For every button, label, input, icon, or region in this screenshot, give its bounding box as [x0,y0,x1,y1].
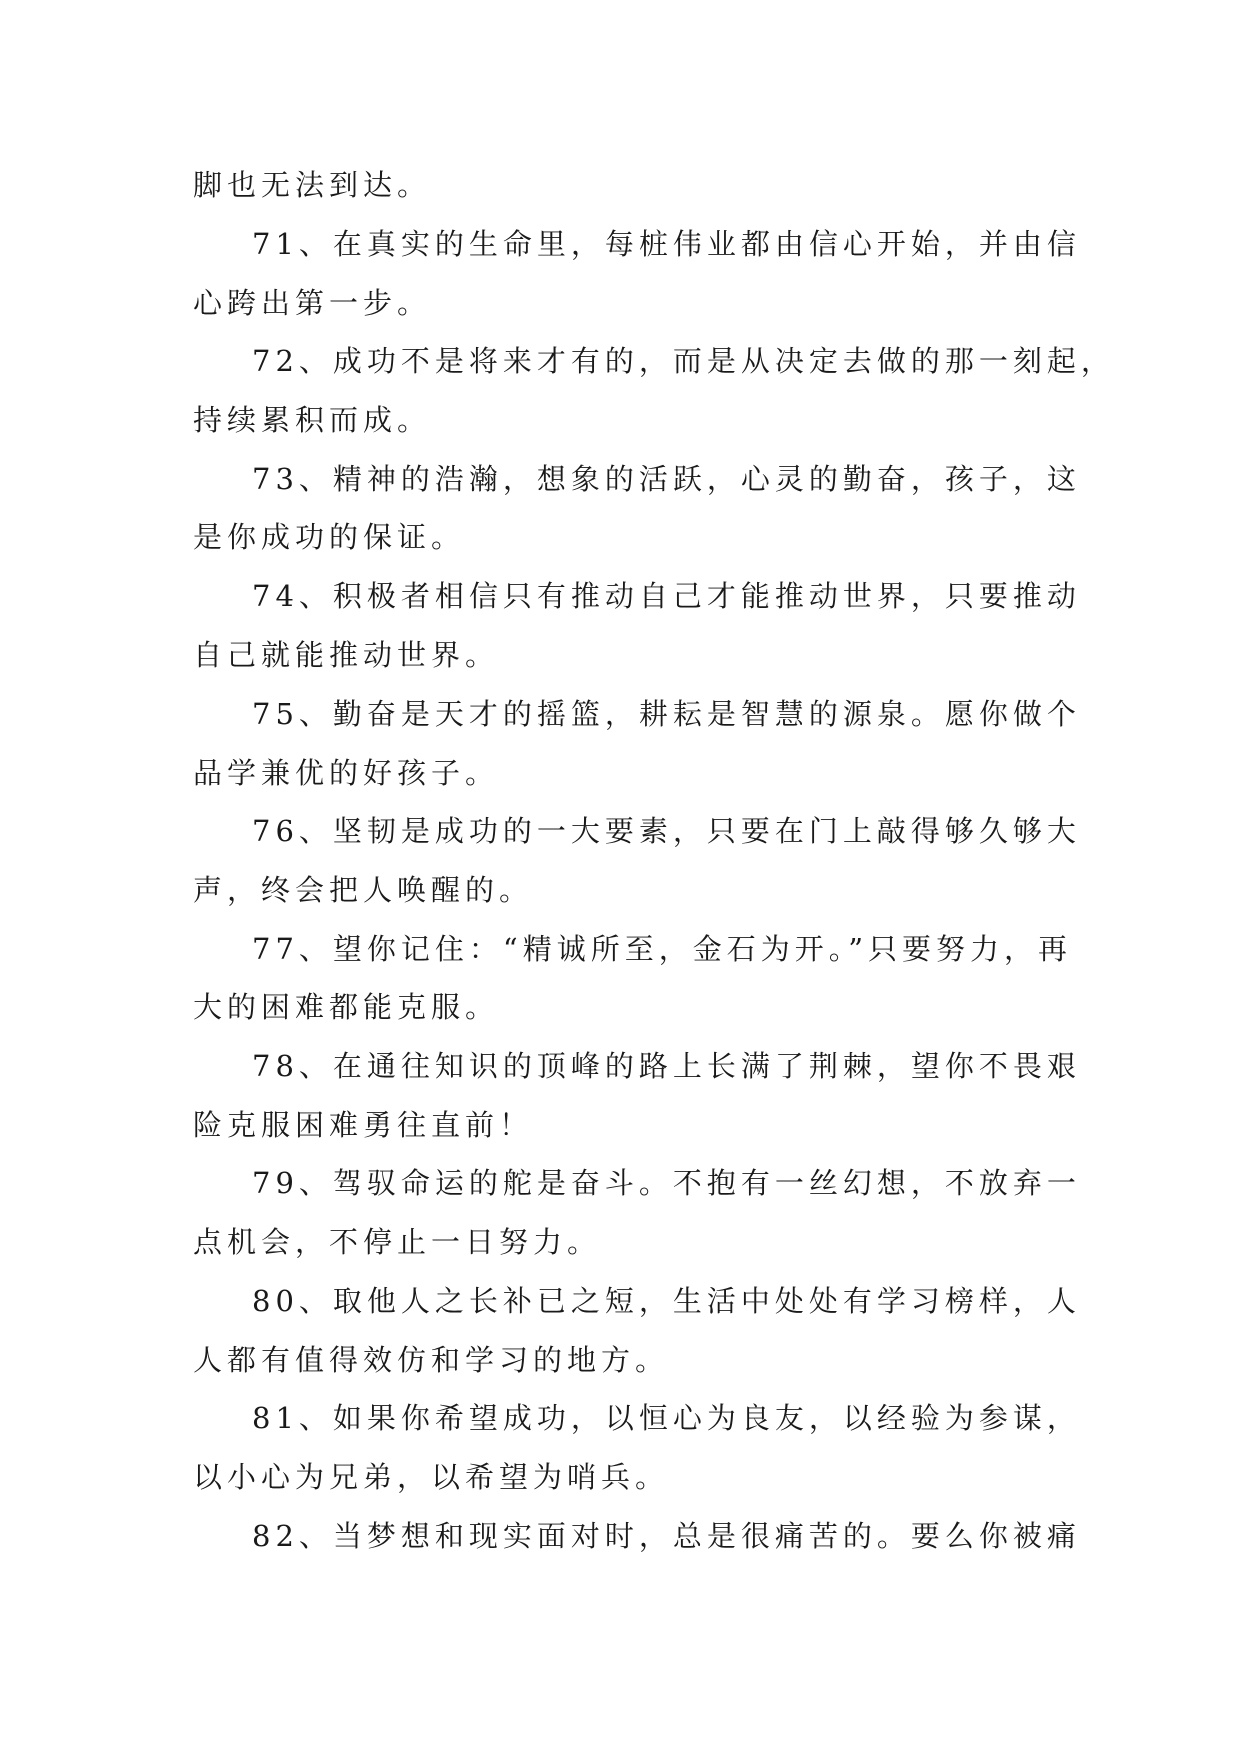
paragraph-first-line: 78、在通往知识的顶峰的路上长满了荆棘，望你不畏艰 [252,1049,1081,1083]
text-line: 脚也无法到达。 [193,168,432,202]
paragraph-first-line: 74、积极者相信只有推动自己才能推动世界，只要推动 [252,579,1081,613]
paragraph-first-line: 75、勤奋是天才的摇篮，耕耘是智慧的源泉。愿你做个 [252,697,1081,731]
text-line: 自己就能推动世界。 [193,638,500,672]
paragraph-first-line: 79、驾驭命运的舵是奋斗。不抱有一丝幻想，不放弃一 [252,1166,1081,1200]
paragraph-first-line: 81、如果你希望成功，以恒心为良友，以经验为参谋， [252,1401,1081,1435]
text-line: 险克服困难勇往直前！ [193,1108,534,1142]
text-line: 持续累积而成。 [193,403,432,437]
text-line: 声，终会把人唤醒的。 [193,873,534,907]
text-line: 品学兼优的好孩子。 [193,756,500,790]
text-line: 以小心为兄弟，以希望为哨兵。 [193,1460,670,1494]
text-line: 点机会，不停止一日努力。 [193,1225,602,1259]
text-line: 是你成功的保证。 [193,520,466,554]
paragraph-first-line: 72、成功不是将来才有的，而是从决定去做的那一刻起， [252,344,1115,378]
text-line: 人都有值得效仿和学习的地方。 [193,1343,670,1377]
paragraph-first-line: 71、在真实的生命里，每桩伟业都由信心开始，并由信 [252,227,1081,261]
paragraph-first-line: 76、坚韧是成功的一大要素，只要在门上敲得够久够大 [252,814,1081,848]
paragraph-first-line: 77、望你记住：“精诚所至，金石为开。”只要努力，再 [252,932,1073,966]
text-line: 大的困难都能克服。 [193,990,500,1024]
paragraph-first-line: 80、取他人之长补已之短，生活中处处有学习榜样，人 [252,1284,1081,1318]
paragraph-first-line: 73、精神的浩瀚，想象的活跃，心灵的勤奋，孩子，这 [252,462,1081,496]
text-line: 心跨出第一步。 [193,286,432,320]
paragraph-first-line: 82、当梦想和现实面对时，总是很痛苦的。要么你被痛 [252,1519,1081,1553]
